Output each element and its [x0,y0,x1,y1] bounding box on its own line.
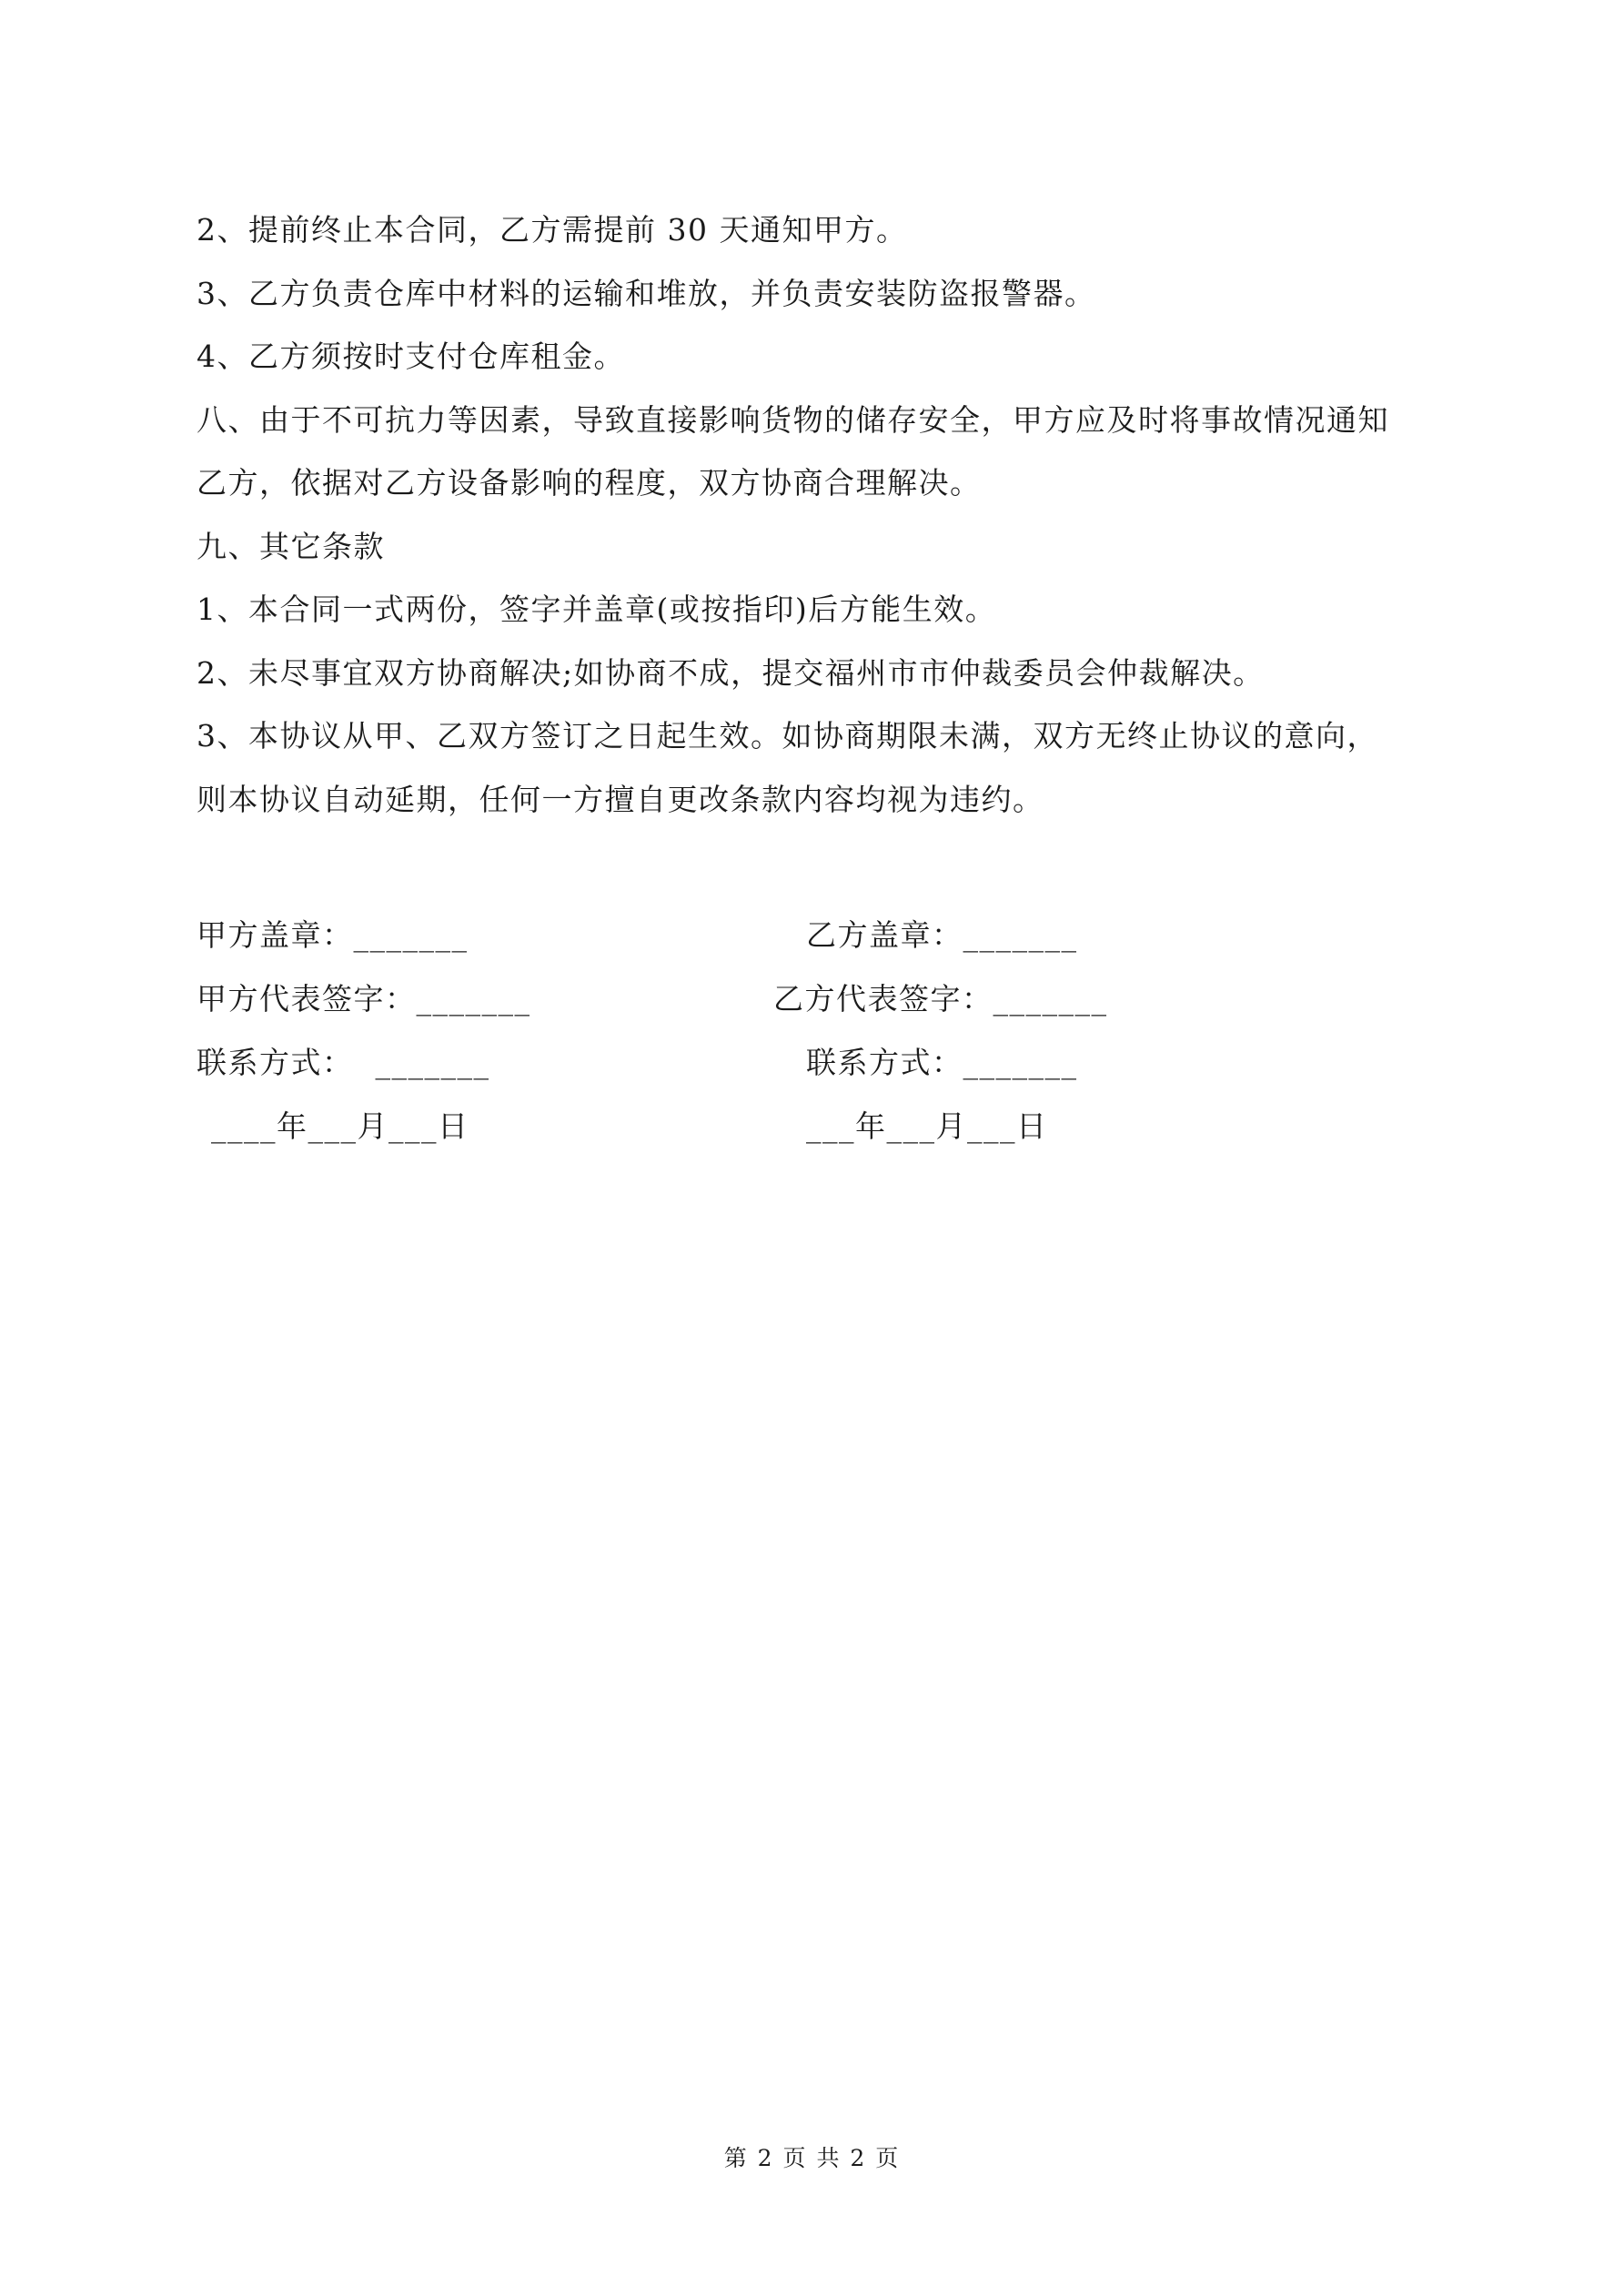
party-a-rep-signature: 甲方代表签字：_______ [197,981,531,1017]
contract-body [197,198,1443,831]
party-a-contact: 联系方式： _______ [197,1045,490,1080]
party-a-date: ____年___月___日 [211,1108,469,1144]
clause-line: 3、乙方负责仓库中材料的运输和堆放，并负责安装防盗报警器。 [197,275,1096,311]
party-b-date: ___年___月___日 [806,1108,1048,1144]
clause-line: 4、乙方须按时支付仓库租金。 [197,339,625,374]
section-heading: 九、其它条款 [197,528,385,564]
clause-line: 八、由于不可抗力等因素，导致直接影响货物的储存安全，甲方应及时将事故情况通知 [197,401,1389,438]
clause-line: 1、本合同一式两份，签字并盖章(或按指印)后方能生效。 [197,592,997,627]
clause-line: 3、本协议从甲、乙双方签订之日起生效。如协商期限未满，双方无终止协议的意向， [197,718,1378,754]
clause-line: 乙方，依据对乙方设备影响的程度，双方协商合理解决。 [197,465,982,501]
party-b-rep-signature: 乙方代表签字：_______ [773,981,1108,1017]
party-b-seal: 乙方盖章：_______ [806,917,1078,953]
clause-line: 则本协议自动延期，任何一方擅自更改条款内容均视为违约。 [197,781,1044,817]
party-b-contact: 联系方式：_______ [806,1045,1078,1080]
clause-line: 2、提前终止本合同，乙方需提前 30 天通知甲方。 [197,212,908,248]
clause-line: 2、未尽事宜双方协商解决;如协商不成，提交福州市市仲裁委员会仲裁解决。 [197,654,1265,691]
page-number-footer: 第 2 页 共 2 页 [723,2145,901,2171]
party-a-seal: 甲方盖章：_______ [197,917,469,953]
